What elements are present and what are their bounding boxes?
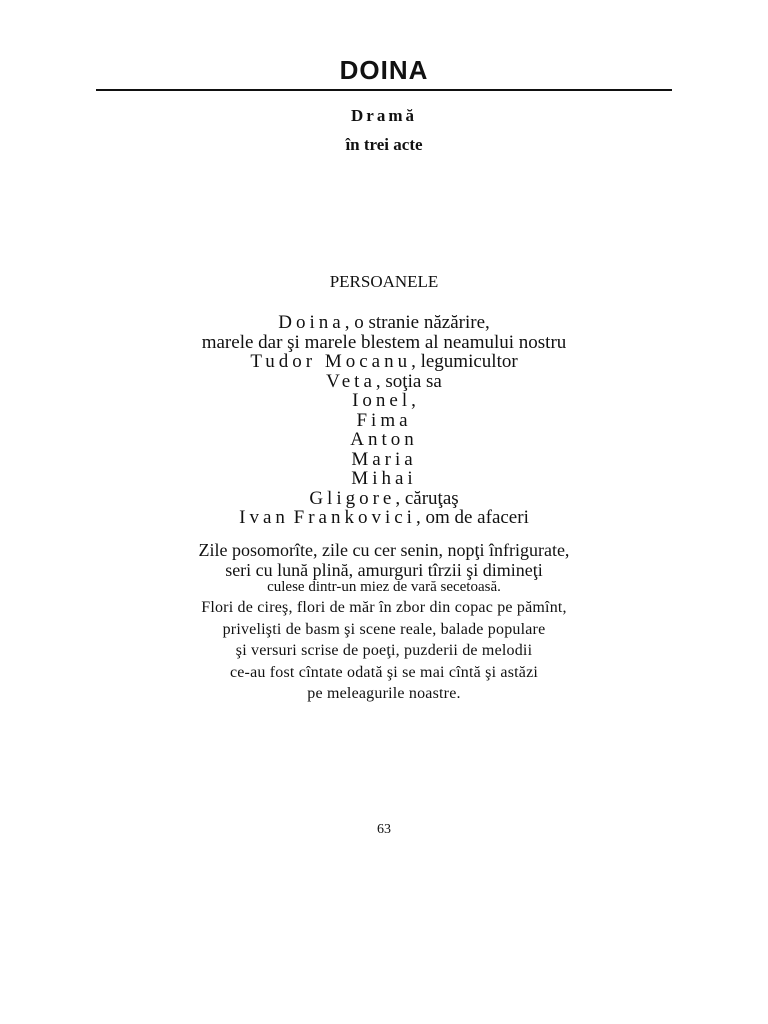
character-name: Ionel	[352, 390, 412, 411]
description-line: şi versuri scrise de poeţi, puzderii de melodii	[235, 642, 533, 659]
setting-intro	[0, 540, 768, 594]
cast-item-maria: Maria	[351, 448, 417, 470]
character-description: ,	[411, 390, 416, 411]
cast-list	[0, 313, 768, 528]
cast-item-doina	[0, 313, 768, 333]
intro-line: seri cu lună plină, amurguri tîrzii şi dimineţi	[225, 560, 543, 580]
intro-line: culese dintr-un miez de vară secetoasă.	[267, 579, 501, 595]
character-description: , soţia sa	[375, 370, 442, 392]
character-name: Veta	[326, 370, 376, 392]
character-description: , legumicultor	[411, 351, 518, 372]
play-acts: în trei acte	[345, 135, 423, 154]
description-line: ce-au fost cîntate odată şi se mai cîntă şi astăzi	[229, 663, 539, 681]
description-line: privelişti de basm şi scene reale, balade populare	[222, 620, 546, 638]
title-rule	[96, 89, 672, 91]
cast-item-mihai: Mihai	[351, 468, 417, 489]
cast-item-ivan	[0, 508, 768, 528]
cast-item-anton: Anton	[350, 429, 418, 450]
intro-line: Zile posomorîte, zile cu cer senin, nopţi înfrigurate,	[198, 540, 570, 560]
character-first-name: Ivan	[239, 507, 289, 528]
character-description: , om de afaceri	[415, 507, 529, 528]
persons-heading: PERSOANELE	[329, 272, 439, 291]
character-description: , căruţaş	[395, 487, 459, 509]
character-last-name: Frankovici	[293, 507, 416, 528]
cast-item-fima: Fima	[356, 409, 412, 431]
cast-item-veta	[0, 372, 768, 392]
page-number: 63	[377, 822, 391, 837]
description-line: Flori de cireş, flori de măr în zbor din copac pe pămînt,	[201, 599, 567, 616]
cast-item-tudor	[0, 352, 768, 372]
character-name: Tudor Mocanu	[250, 351, 412, 372]
cast-item-ionel	[0, 391, 768, 411]
setting-description	[0, 597, 768, 705]
character-name: Gligore	[309, 487, 396, 509]
character-name: Doina	[278, 312, 345, 333]
cast-item-doina-description: marele dar şi marele blestem al neamului nostru	[201, 331, 567, 353]
play-genre: Dramă	[351, 106, 417, 125]
play-title: DOINA	[339, 55, 429, 85]
character-description: , o stranie năzărire,	[344, 312, 490, 333]
cast-item-gligore	[0, 489, 768, 509]
description-line: pe meleagurile noastre.	[307, 685, 461, 702]
